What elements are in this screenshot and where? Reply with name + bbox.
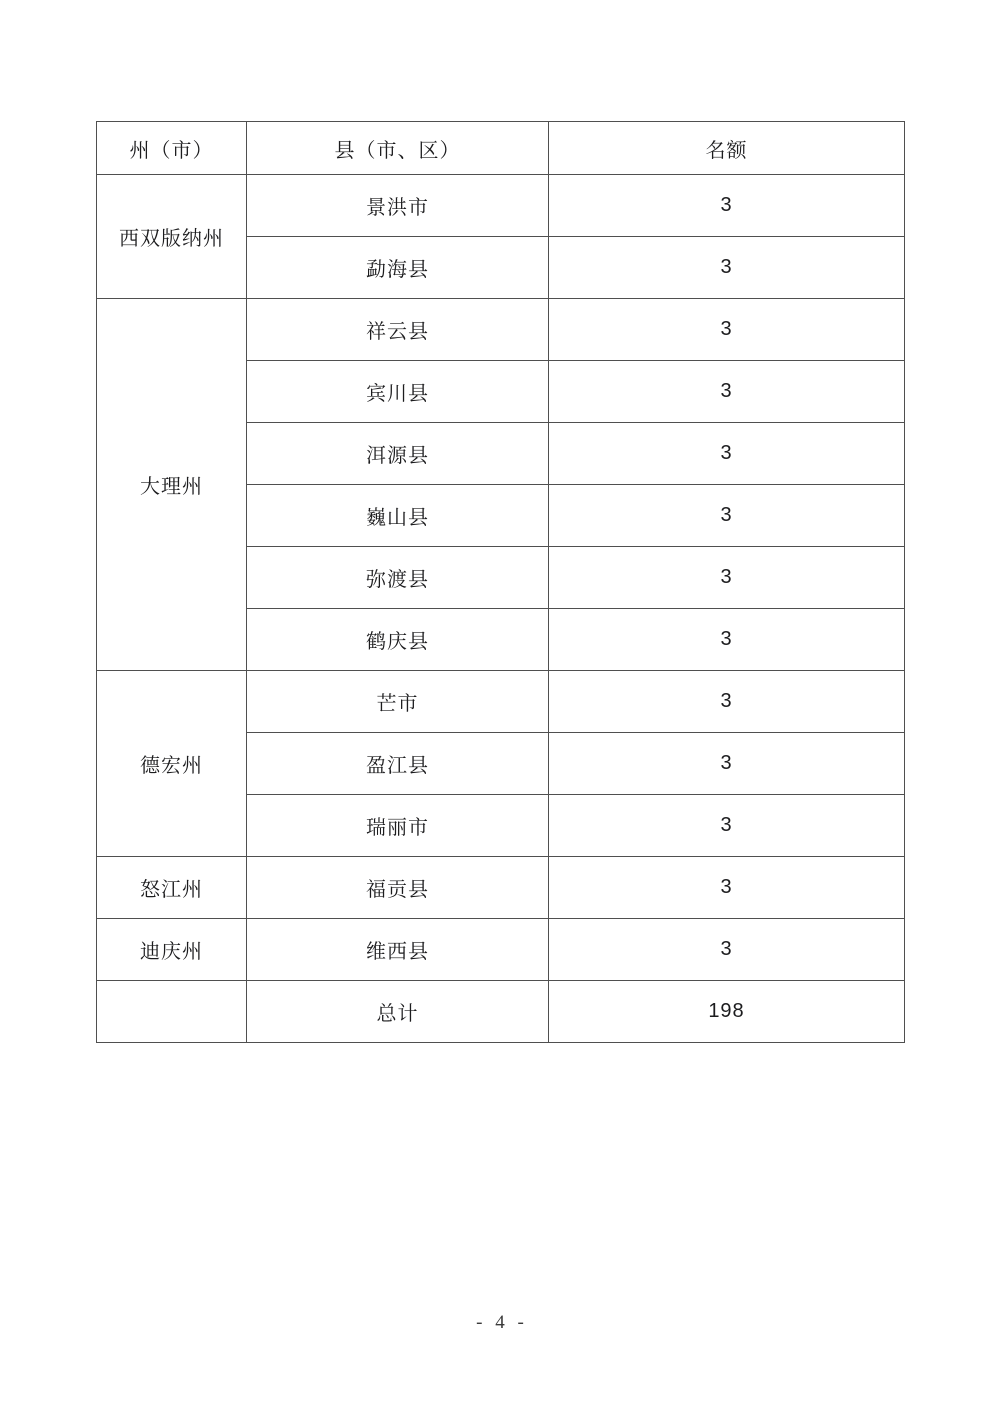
header-row — [97, 122, 905, 175]
county-cell: 芒市 — [247, 671, 549, 733]
county-cell: 巍山县 — [247, 485, 549, 547]
table-row — [97, 919, 905, 981]
quota-cell: 3 — [549, 857, 905, 919]
table-row — [97, 299, 905, 361]
region-cell: 西双版纳州 — [97, 175, 247, 299]
page-number: - 4 - — [476, 1312, 524, 1333]
quota-cell: 3 — [549, 547, 905, 609]
table-row — [97, 857, 905, 919]
header-region: 州（市） — [97, 122, 247, 175]
region-cell: 大理州 — [97, 299, 247, 671]
total-region-cell — [97, 981, 247, 1043]
county-cell: 宾川县 — [247, 361, 549, 423]
region-cell: 怒江州 — [97, 857, 247, 919]
quota-cell: 3 — [549, 361, 905, 423]
quota-cell: 3 — [549, 175, 905, 237]
quota-cell: 3 — [549, 423, 905, 485]
county-cell: 祥云县 — [247, 299, 549, 361]
table-row — [97, 175, 905, 237]
county-cell: 弥渡县 — [247, 547, 549, 609]
table-row — [97, 671, 905, 733]
quota-table-header — [97, 122, 905, 175]
quota-cell: 3 — [549, 919, 905, 981]
total-quota-cell: 198 — [549, 981, 905, 1043]
quota-table-body — [97, 175, 905, 1043]
county-cell: 洱源县 — [247, 423, 549, 485]
quota-cell: 3 — [549, 237, 905, 299]
quota-cell: 3 — [549, 795, 905, 857]
quota-table — [96, 121, 905, 1043]
total-row — [97, 981, 905, 1043]
region-cell: 德宏州 — [97, 671, 247, 857]
county-cell: 景洪市 — [247, 175, 549, 237]
quota-cell: 3 — [549, 485, 905, 547]
region-cell: 迪庆州 — [97, 919, 247, 981]
quota-cell: 3 — [549, 609, 905, 671]
county-cell: 瑞丽市 — [247, 795, 549, 857]
county-cell: 盈江县 — [247, 733, 549, 795]
total-label-cell: 总计 — [247, 981, 549, 1043]
header-county: 县（市、区） — [247, 122, 549, 175]
quota-cell: 3 — [549, 671, 905, 733]
county-cell: 维西县 — [247, 919, 549, 981]
quota-cell: 3 — [549, 733, 905, 795]
county-cell: 勐海县 — [247, 237, 549, 299]
county-cell: 鹤庆县 — [247, 609, 549, 671]
county-cell: 福贡县 — [247, 857, 549, 919]
header-quota: 名额 — [549, 122, 905, 175]
quota-cell: 3 — [549, 299, 905, 361]
